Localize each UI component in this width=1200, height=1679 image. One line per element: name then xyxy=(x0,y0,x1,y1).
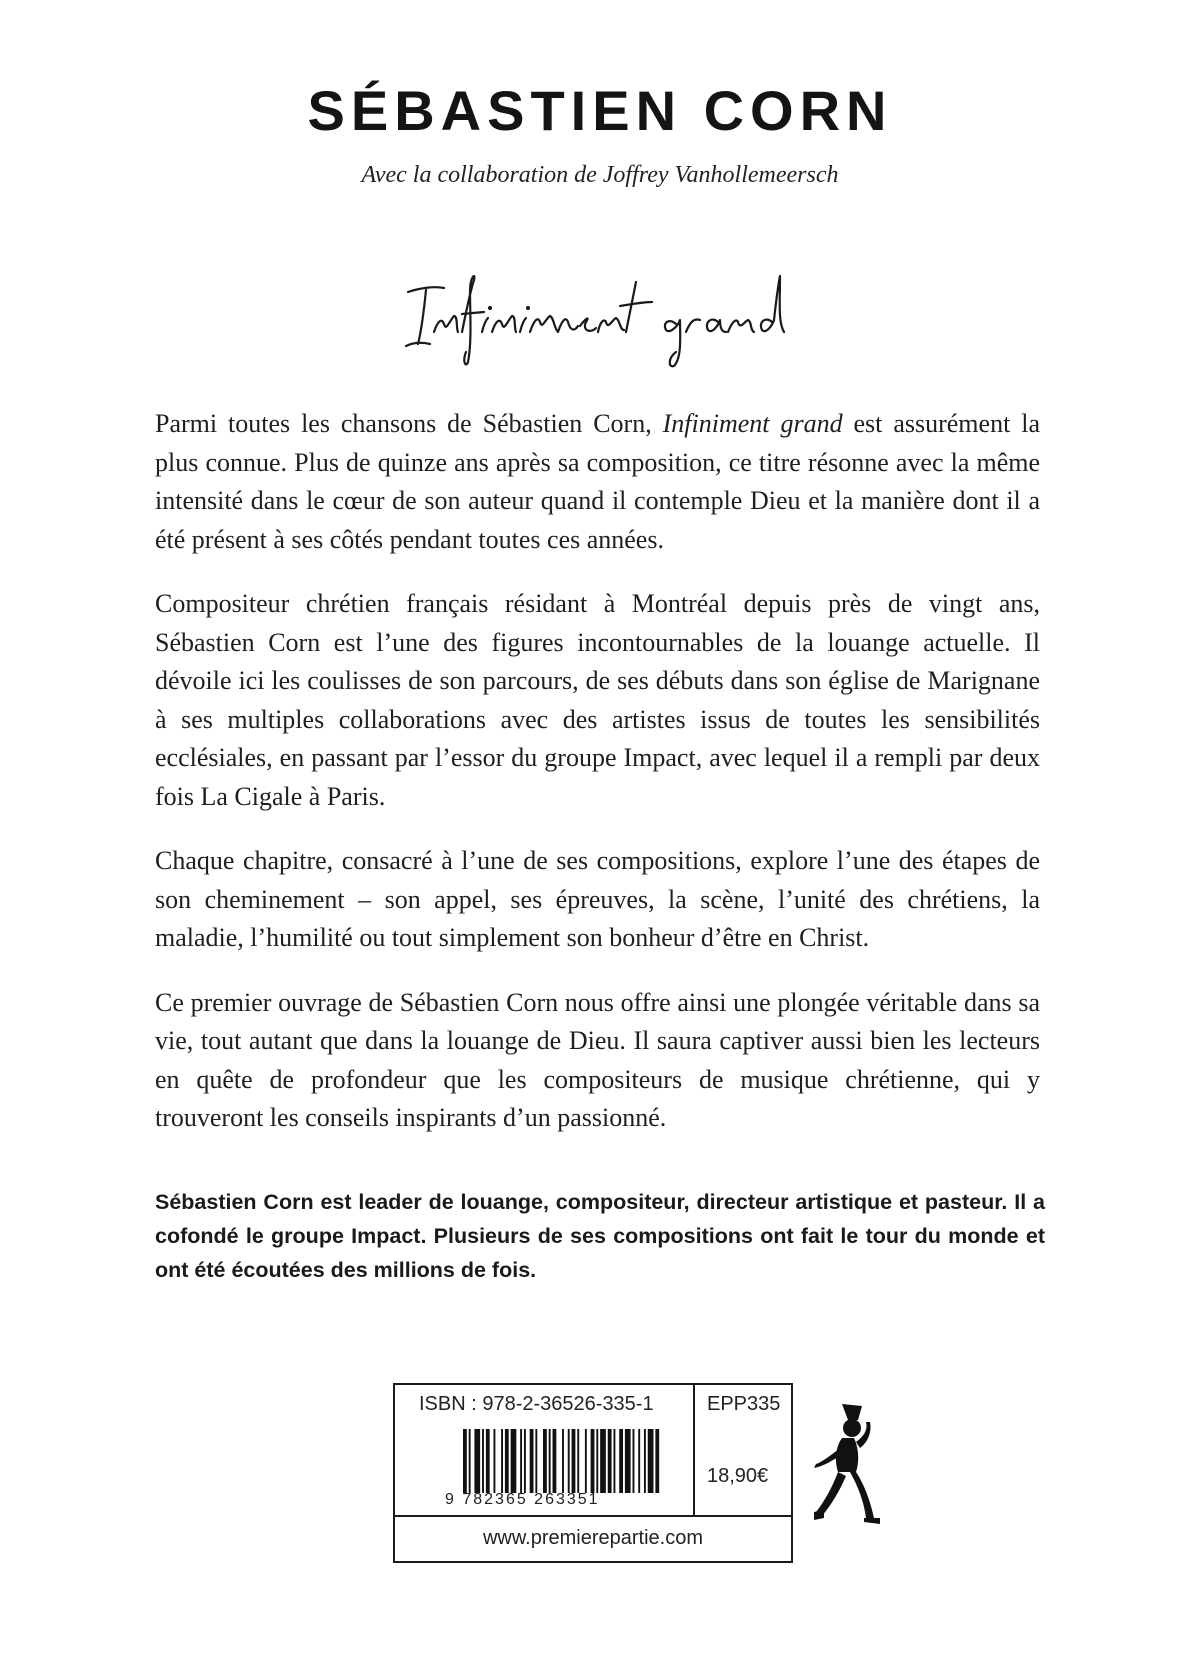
barcode-bar xyxy=(638,1429,640,1493)
book-description xyxy=(155,405,1040,1164)
barcode-bar xyxy=(613,1429,615,1493)
author-bio: Sébastien Corn est leader de louange, compositeur, directeur artistique et pasteur. Il a cofondé le groupe Impact. Plusieurs de ses compositions ont fait le tour du monde et ont été écoutées des millions de fois. xyxy=(155,1190,1045,1282)
isbn-text: ISBN : 978-2-36526-335-1 xyxy=(419,1393,654,1415)
publisher-logo-icon xyxy=(812,1400,892,1540)
barcode-bar xyxy=(596,1429,598,1493)
barcode-bar xyxy=(543,1429,547,1493)
barcode-bar xyxy=(608,1429,612,1493)
barcode-bar xyxy=(619,1429,623,1493)
barcode-bar xyxy=(549,1429,551,1493)
barcode-bar xyxy=(644,1429,646,1493)
barcode-bar xyxy=(520,1429,522,1493)
isbn-panel xyxy=(395,1385,695,1515)
handwritten-title xyxy=(400,262,790,372)
description-paragraph-4: Ce premier ouvrage de Sébastien Corn nous offre ainsi une plongée véritable dans sa vie, tout autant que dans la louange de Dieu. Il saura captiver aussi bien les lecteurs en quête de profondeur que les compositeurs de musique chrétienne, qui y trouveront les conseils inspirants d’un passionné. xyxy=(155,987,1040,1132)
barcode-bar xyxy=(600,1429,606,1493)
description-paragraph-2: Compositeur chrétien français résidant à Montréal depuis près de vingt ans, Sébastien Corn est l’une des figures incontournables de la louange actuelle. Il dévoile ici les coulisses de son parcours, de ses débuts dans son église de Marignane à ses multiples collaborations avec des artistes issus de toutes les sensibilités ecclésiales, en passant par l’essor du groupe Impact, avec lequel il a rempli par deux fois La Cigale à Paris. xyxy=(155,589,1040,811)
barcode-bar xyxy=(572,1429,576,1493)
barcode-bar xyxy=(655,1429,659,1493)
barcode-bar xyxy=(524,1429,526,1493)
barcode-bar xyxy=(505,1429,509,1493)
barcode-bar xyxy=(577,1429,579,1493)
barcode-bar xyxy=(585,1429,587,1493)
collaboration-credit: Avec la collaboration de Joffrey Vanhollemeersch xyxy=(361,162,839,188)
barcode-box xyxy=(393,1383,793,1563)
barcode-bar xyxy=(535,1429,537,1493)
barcode-bar xyxy=(553,1429,557,1493)
barcode-bar xyxy=(625,1429,631,1493)
barcode-bar xyxy=(530,1429,534,1493)
barcode-digits: 9 782365 263351 xyxy=(445,1491,600,1508)
barcode-bar xyxy=(562,1429,564,1493)
song-title: Infiniment grand xyxy=(662,409,843,438)
barcode-icon xyxy=(463,1429,663,1493)
barcode-bar xyxy=(493,1429,495,1493)
barcode-bar xyxy=(501,1429,503,1493)
barcode-bar xyxy=(633,1429,635,1493)
price-text: 18,90€ xyxy=(707,1465,769,1487)
price-panel xyxy=(695,1385,791,1515)
barcode-bar xyxy=(648,1429,654,1493)
description-paragraph-1: Parmi toutes les chansons de Sébastien Corn, Infiniment grand est assurément la plus connue. Plus de quinze ans après sa composition, ce titre résonne avec la même intensité dans le cœur de son auteur quand il contemple Dieu et la manière dont il a été présent à ses côtés pendant toutes ces années. xyxy=(155,409,1040,554)
barcode-bar xyxy=(568,1429,570,1493)
author-name: SÉBASTIEN CORN xyxy=(307,79,893,142)
barcode-bar xyxy=(486,1429,490,1493)
barcode-bar xyxy=(482,1429,484,1493)
barcode-bar xyxy=(511,1429,517,1493)
website-link[interactable]: www.premierepartie.com xyxy=(395,1515,791,1561)
barcode-bar xyxy=(463,1429,467,1493)
description-paragraph-3: Chaque chapitre, consacré à l’une de ses compositions, explore l’une des étapes de son cheminement – son appel, ses épreuves, la scène, l’unité des chrétiens, la maladie, l’humilité ou tout simplement son bonheur d’être en Christ. xyxy=(155,846,1040,952)
barcode-bar xyxy=(474,1429,480,1493)
barcode-bar xyxy=(591,1429,595,1493)
product-code: EPP335 xyxy=(707,1393,781,1415)
barcode-bar xyxy=(469,1429,471,1493)
